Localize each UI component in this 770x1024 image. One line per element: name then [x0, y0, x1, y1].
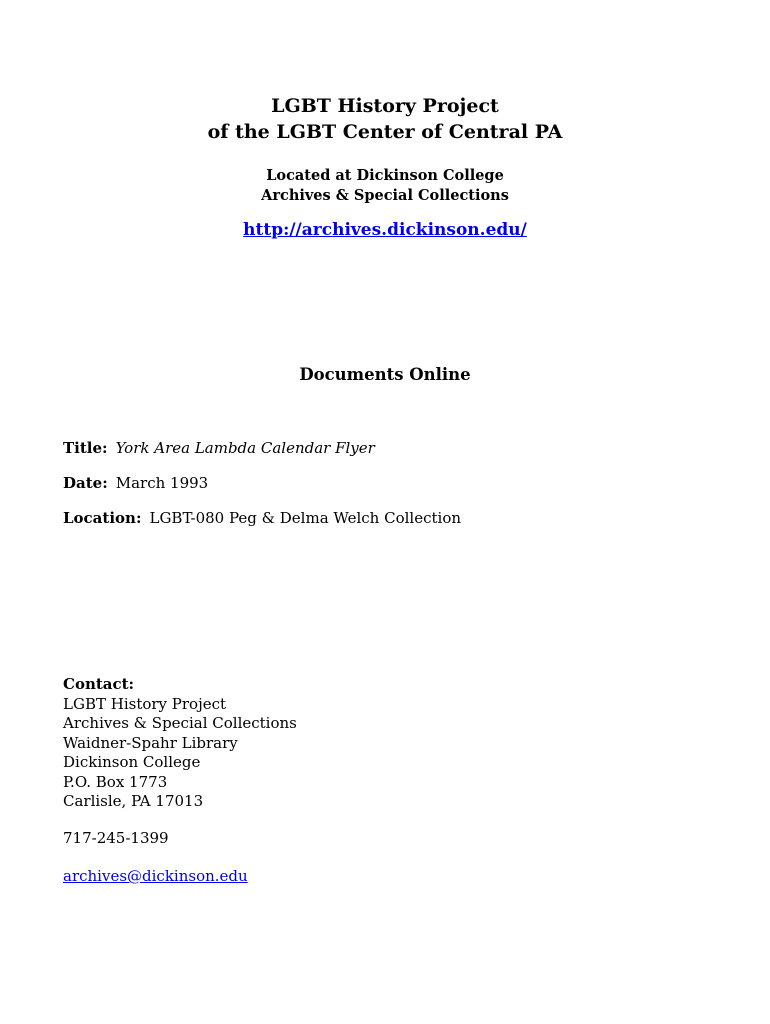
page-subtitle: of the LGBT Center of Central PA	[207, 121, 563, 143]
section-heading-row	[0, 365, 770, 384]
date-label: Date:	[63, 474, 108, 492]
document-location-row	[63, 508, 461, 528]
document-title-row	[63, 438, 375, 458]
date-value: March 1993	[115, 474, 209, 492]
contact-line: Dickinson College	[63, 753, 201, 771]
contact-line: Waidner-Spahr Library	[63, 733, 238, 752]
contact-phone: 717-245-1399	[63, 829, 169, 847]
location-value: LGBT-080 Peg & Delma Welch Collection	[149, 509, 462, 527]
section-heading: Documents Online	[299, 365, 471, 384]
contact-email-link[interactable]: archives@dickinson.edu	[63, 867, 248, 885]
contact-heading: Contact:	[63, 675, 135, 693]
contact-line: P.O. Box 1773	[63, 772, 168, 791]
archive-url-link[interactable]: http://archives.dickinson.edu/	[243, 220, 527, 240]
contact-line: LGBT History Project	[63, 694, 227, 713]
header-title	[0, 93, 770, 145]
title-value: York Area Lambda Calendar Flyer	[115, 439, 375, 457]
archive-url-row	[0, 220, 770, 240]
location-line-1: Located at Dickinson College	[266, 167, 504, 184]
contact-line: Carlisle, PA 17013	[63, 792, 204, 810]
title-label: Title:	[63, 439, 108, 457]
location-line-2: Archives & Special Collections	[261, 187, 509, 204]
location-info	[0, 166, 770, 206]
page-title: LGBT History Project	[271, 95, 499, 117]
contact-block	[63, 675, 297, 812]
document-date-row	[63, 473, 208, 493]
location-label: Location:	[63, 509, 142, 527]
contact-line: Archives & Special Collections	[63, 714, 297, 732]
